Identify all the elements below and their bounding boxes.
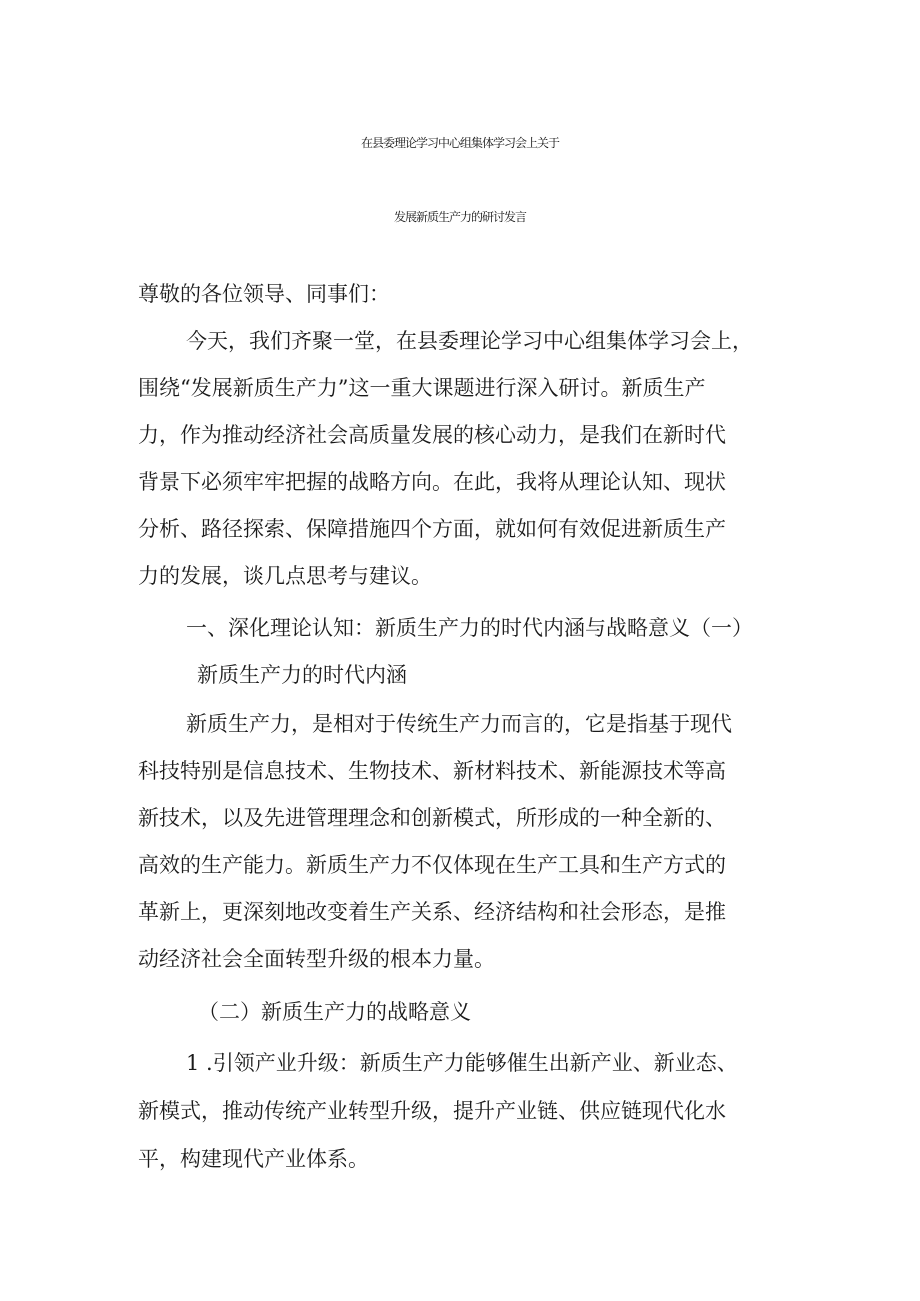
intro-line-2: 围绕“发展新质生产力”这一重大课题进行深入研讨。新质生产 (138, 376, 706, 400)
subsection-2-heading: （二）新质生产力的战略意义 (198, 1000, 471, 1024)
salutation: 尊敬的各位领导、同事们： (138, 282, 390, 306)
subsection-1-line-2: 科技特别是信息技术、生物技术、新材料技术、新能源技术等高 (138, 759, 726, 783)
intro-line-5: 分析、路径探索、保障措施四个方面，就如何有效促进新质生产 (138, 517, 726, 541)
subsection-1-line-1: 新质生产力，是相对于传统生产力而言的，它是指基于现代 (186, 712, 732, 736)
intro-line-6: 力的发展，谈几点思考与建议。 (138, 564, 432, 588)
subsection-1-line-4: 高效的生产能力。新质生产力不仅体现在生产工具和生产方式的 (138, 853, 726, 877)
subsection-1-line-6: 动经济社会全面转型升级的根本力量。 (138, 947, 495, 971)
intro-line-3: 力，作为推动经济社会高质量发展的核心动力，是我们在新时代 (138, 423, 726, 447)
item-1-line-2: 新模式，推动传统产业转型升级，提升产业链、供应链现代化水 (138, 1099, 726, 1123)
document-title-line-2: 发展新质生产力的研讨发言 (393, 210, 526, 224)
section-1-heading: 一、深化理论认知：新质生产力的时代内涵与战略意义（一） (186, 616, 753, 640)
intro-line-1: 今天，我们齐聚一堂，在县委理论学习中心组集体学习会上， (186, 329, 753, 353)
subsection-1-line-5: 革新上，更深刻地改变着生产关系、经济结构和社会形态，是推 (138, 900, 726, 924)
intro-line-4: 背景下必须牢牢把握的战略方向。在此，我将从理论认知、现状 (138, 470, 726, 494)
item-1-line-1: 1 .引领产业升级：新质生产力能够催生出新产业、新业态、 (186, 1051, 738, 1075)
item-1-line-3: 平，构建现代产业体系。 (138, 1147, 369, 1171)
subsection-1-line-3: 新技术，以及先进管理理念和创新模式，所形成的一种全新的、 (138, 806, 726, 830)
document-title-line-1: 在县委理论学习中心组集体学习会上关于 (360, 136, 559, 150)
subsection-1-heading: 新质生产力的时代内涵 (197, 663, 407, 687)
